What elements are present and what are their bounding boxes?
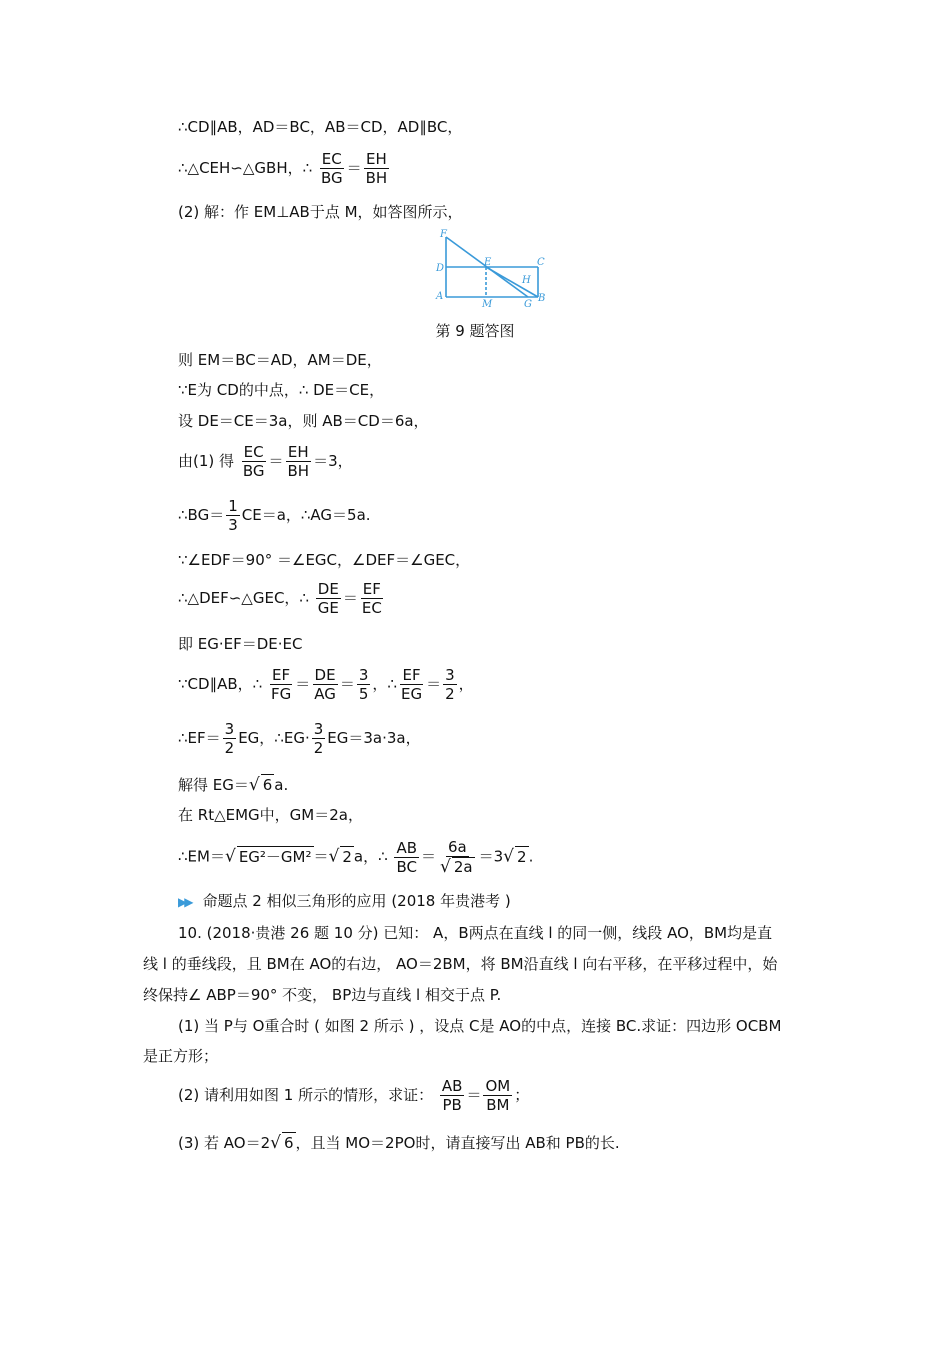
fraction: $\frac{EH}{BH}$ xyxy=(365,150,388,187)
proof-line-6: 设 DE＝CE＝3a，则 AB＝CD＝6a， xyxy=(178,412,429,430)
problem-10-part-2: (2) 请利用如图 1 所示的情形，求证： $\frac{AB}{PB}$ ＝ $\frac{OM}{BM}$ ； xyxy=(178,1077,530,1114)
label-C: C xyxy=(537,257,545,268)
proof-line-15: 在 Rt△EMG中，GM＝2a， xyxy=(178,806,363,824)
label-E: E xyxy=(484,257,492,268)
proof-line-9: ∵∠EDF＝90° ＝∠EGC，∠DEF＝∠GEC， xyxy=(178,551,471,569)
label-A: A xyxy=(436,291,444,302)
proof-line-7: 由(1) 得 $\frac{EC}{BG}$ ＝ $\frac{EH}{BH}$ ＝3， xyxy=(178,443,353,480)
problem-10-part-3: (3) 若 AO＝2√ 6 ，且当 MO＝2PO时，请直接写出 AB和 PB的长. xyxy=(178,1133,620,1153)
proof-line-12: ∵CD∥AB，∴ $\frac{EF}{FG}$ ＝ $\frac{DE}{AG}$ ＝ $\frac{3}{5}$ ，∴ $\frac{EF}{EG}$ ＝ $\frac{3}{2}$ ， xyxy=(178,666,474,703)
proof-line-13: ∴EF＝ $\frac{3}{2}$ EG，∴EG· $\frac{3}{2}$ EG＝3a·3a， xyxy=(178,720,421,757)
section-heading: ▶▶ 命题点 2 相似三角形的应用 (2018 年贵港考 ) xyxy=(178,892,511,910)
proof-line-10: ∴△DEF∽△GEC，∴ $\frac{DE}{GE}$ ＝ $\frac{EF}{EC}$ xyxy=(178,580,382,617)
problem-10-part-1: (1) 当 P与 O重合时 ( 如图 2 所示 ) ，设点 C是 AO的中点，连接 BC.求证：四边形 OCBM xyxy=(178,1017,782,1035)
proof-line-4: 则 EM＝BC＝AD，AM＝DE， xyxy=(178,351,382,369)
problem-10-line-2: 线 l 的垂线段，且 BM在 AO的右边， AO＝2BM，将 BM沿直线 l 向右平移，在平移过程中，始 xyxy=(143,955,778,973)
proof-line-11: 即 EG·EF＝DE·EC xyxy=(178,635,303,653)
proof-line-1: ∴CD∥AB，AD＝BC，AB＝CD，AD∥BC， xyxy=(178,118,463,136)
proof-line-3: (2) 解：作 EM⊥AB于点 M，如答图所示， xyxy=(178,203,463,221)
problem-10-line-1: 10. (2018·贵港 26 题 10 分) 已知： A，B两点在直线 l 的同一侧，线段 AO，BM均是直 xyxy=(178,924,773,942)
proof-line-16: ∴EM＝√ EG²－GM² ＝√ 2 a，∴ $\frac{AB}{BC}$ ＝ $\frac{6a}{√ 2a}$ ＝3√ 2 . xyxy=(178,838,534,877)
label-D: D xyxy=(436,263,445,274)
triangle-icon: ▶▶ xyxy=(178,895,191,909)
proof-line-8: ∴BG＝ $\frac{1}{3}$ CE＝a，∴AG＝5a. xyxy=(178,497,371,534)
figure-caption: 第 9 题答图 xyxy=(435,322,515,340)
geometry-figure xyxy=(430,225,550,310)
proof-line-14: 解得 EG＝√ 6 a. xyxy=(178,775,289,795)
problem-10-line-3: 终保持∠ ABP＝90° 不变， BP边与直线 l 相交于点 P. xyxy=(143,986,502,1004)
proof-line-5: ∵E为 CD的中点，∴ DE＝CE， xyxy=(178,381,385,399)
label-B: B xyxy=(538,293,546,304)
problem-10-part-1-cont: 是正方形； xyxy=(143,1047,219,1065)
proof-line-2: ∴△CEH∽△GBH，∴ $\frac{EC}{BG}$ ＝ $\frac{EH}{BH}$ xyxy=(178,150,388,187)
label-H: H xyxy=(522,275,531,286)
fraction: $\frac{EC}{BG}$ xyxy=(320,150,343,187)
label-F: F xyxy=(440,229,447,240)
label-G: G xyxy=(524,299,532,310)
label-M: M xyxy=(482,299,493,310)
